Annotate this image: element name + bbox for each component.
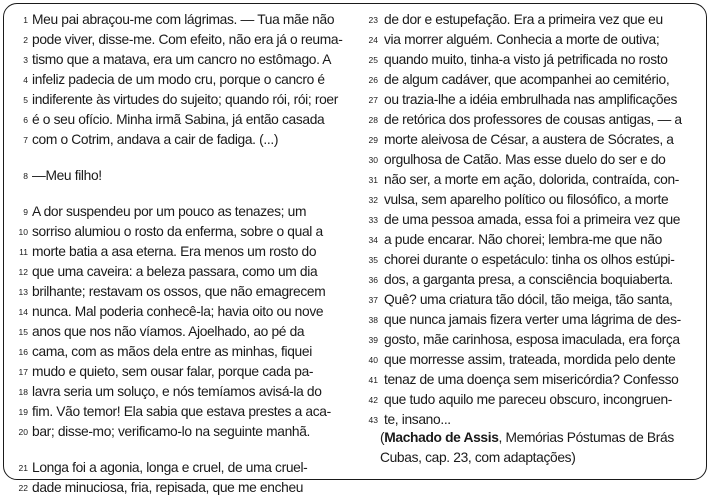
line-text: A dor suspendeu por um pouco as tenazes; um (32, 204, 307, 219)
line-number: 42 (368, 395, 378, 405)
line-number: 26 (368, 75, 378, 85)
line-text: pode viver, disse-me. Com efeito, não era já o reuma- (32, 32, 343, 47)
line-number: 14 (18, 307, 28, 317)
line-number: 1 (23, 15, 28, 25)
line-text: é o seu ofício. Minha irmã Sabina, já então casada (32, 112, 325, 127)
line-text: mudo e quieto, sem ousar falar, porque cada pa- (32, 364, 314, 379)
line-number: 7 (23, 135, 28, 145)
line-text: vulsa, sem aparelho político ou filosófico, a morte (384, 192, 669, 207)
line-text: brilhante; restavam os ossos, que não emagrecem (32, 284, 326, 299)
line-number: 20 (18, 427, 28, 437)
line-number: 32 (368, 195, 378, 205)
line-text: de algum cadáver, que acompanhei ao cemitério, (384, 72, 670, 87)
line-text: chorei durante o espetáculo: tinha os olhos estúpi- (384, 252, 675, 267)
line-number: 16 (18, 347, 28, 357)
line-text: fim. Vão temor! Ela sabia que estava prestes a aca- (32, 404, 331, 419)
line-text: morte batia a asa eterna. Era menos um rosto do (32, 244, 317, 259)
line-text: com o Cotrim, andava a cair de fadiga. (...) (32, 132, 279, 147)
line-number: 15 (18, 327, 28, 337)
text-frame (3, 3, 707, 495)
line-number: 34 (368, 235, 378, 245)
line-number: 39 (368, 335, 378, 345)
citation-author: Machado de Assis (384, 430, 499, 445)
line-text: morte aleivosa de César, a austera de Sócrates, a (384, 132, 674, 147)
line-number: 2 (23, 35, 28, 45)
line-text: que tudo aquilo me pareceu obscuro, incongruen- (384, 392, 673, 407)
line-number: 6 (23, 115, 28, 125)
line-text: sorriso alumiou o rosto da enferma, sobre o qual a (32, 224, 323, 239)
line-number: 33 (368, 215, 378, 225)
line-number: 19 (18, 407, 28, 417)
line-number: 40 (368, 355, 378, 365)
line-text: tismo que a matava, era um cancro no estômago. A (32, 52, 332, 67)
line-text: Longa foi a agonia, longa e cruel, de uma cruel- (32, 460, 308, 475)
line-number: 25 (368, 55, 378, 65)
line-number: 35 (368, 255, 378, 265)
line-text: via morrer alguém. Conhecia a morte de outiva; (384, 32, 660, 47)
line-text: de dor e estupefação. Era a primeira vez que eu (384, 12, 663, 27)
line-text: infeliz padecia de um modo cru, porque o cancro é (32, 72, 325, 87)
line-number: 24 (368, 35, 378, 45)
line-number: 41 (368, 375, 378, 385)
line-text: Quê? uma criatura tão dócil, tão meiga, tão santa, (384, 292, 673, 307)
line-number: 28 (368, 115, 378, 125)
line-text: de retórica dos professores de cousas antigas, — a (384, 112, 682, 127)
line-number: 9 (23, 207, 28, 217)
line-text: dade minuciosa, fria, repisada, que me encheu (32, 480, 304, 495)
line-text: que morresse assim, trateada, mordida pelo dente (384, 352, 676, 367)
line-number: 27 (368, 95, 378, 105)
line-number: 21 (18, 463, 28, 473)
citation-open: ( (380, 430, 385, 445)
line-number: 29 (368, 135, 378, 145)
line-number: 17 (18, 367, 28, 377)
citation (380, 428, 700, 468)
line-number: 30 (368, 155, 378, 165)
line-text: quando muito, tinha-a visto já petrificada no rosto (384, 52, 668, 67)
line-text: orgulhosa de Catão. Mas esse duelo do ser e do (384, 152, 666, 167)
line-number: 13 (18, 287, 28, 297)
line-number: 12 (18, 267, 28, 277)
line-text: —Meu filho! (32, 168, 102, 183)
line-text: dos, a garganta presa, a consciência boquiaberta. (384, 272, 673, 287)
line-number: 10 (18, 227, 28, 237)
line-text: que uma caveira: a beleza passara, como um dia (32, 264, 318, 279)
line-text: anos que nos não víamos. Ajoelhado, ao pé da (32, 324, 305, 339)
line-text: Meu pai abraçou-me com lágrimas. — Tua mãe não (32, 12, 335, 27)
line-text: bar; disse-mo; verificamo-lo na seguinte manhã. (32, 424, 311, 439)
line-number: 38 (368, 315, 378, 325)
line-number: 18 (18, 387, 28, 397)
line-text: lavra seria um soluço, e nós temíamos avisá-la do (32, 384, 322, 399)
line-number: 8 (23, 171, 28, 181)
line-text: nunca. Mal poderia conhecê-la; havia oito ou nove (32, 304, 324, 319)
line-text: te, insano... (384, 412, 451, 427)
line-text: não ser, a morte em ação, dolorida, contraída, con- (384, 172, 680, 187)
line-number: 43 (368, 415, 378, 425)
line-number: 5 (23, 95, 28, 105)
line-text: a pude encarar. Não chorei; lembra-me que não (384, 232, 662, 247)
line-text: tenaz de uma doença sem misericórdia? Confesso (384, 372, 679, 387)
line-text: ou trazia-lhe a idéia embrulhada nas amplificações (384, 92, 678, 107)
line-text: que nunca jamais fizera verter uma lágrima de des- (384, 312, 681, 327)
line-number: 3 (23, 55, 28, 65)
line-number: 4 (23, 75, 28, 85)
line-number: 22 (18, 483, 28, 493)
line-number: 11 (19, 247, 28, 257)
line-text: indiferente às virtudes do sujeito; quando rói, rói; roer (32, 92, 338, 107)
line-text: de uma pessoa amada, essa foi a primeira vez que (384, 212, 681, 227)
line-number: 36 (368, 275, 378, 285)
line-number: 23 (368, 15, 378, 25)
line-number: 31 (368, 175, 378, 185)
line-text: gosto, mãe carinhosa, esposa imaculada, era força (384, 332, 680, 347)
citation-rest: , Memórias Póstumas de Brás Cubas, cap. 23, com adaptações) (380, 430, 674, 465)
line-text: cama, com as mãos dela entre as minhas, fiquei (32, 344, 312, 359)
line-number: 37 (368, 295, 378, 305)
